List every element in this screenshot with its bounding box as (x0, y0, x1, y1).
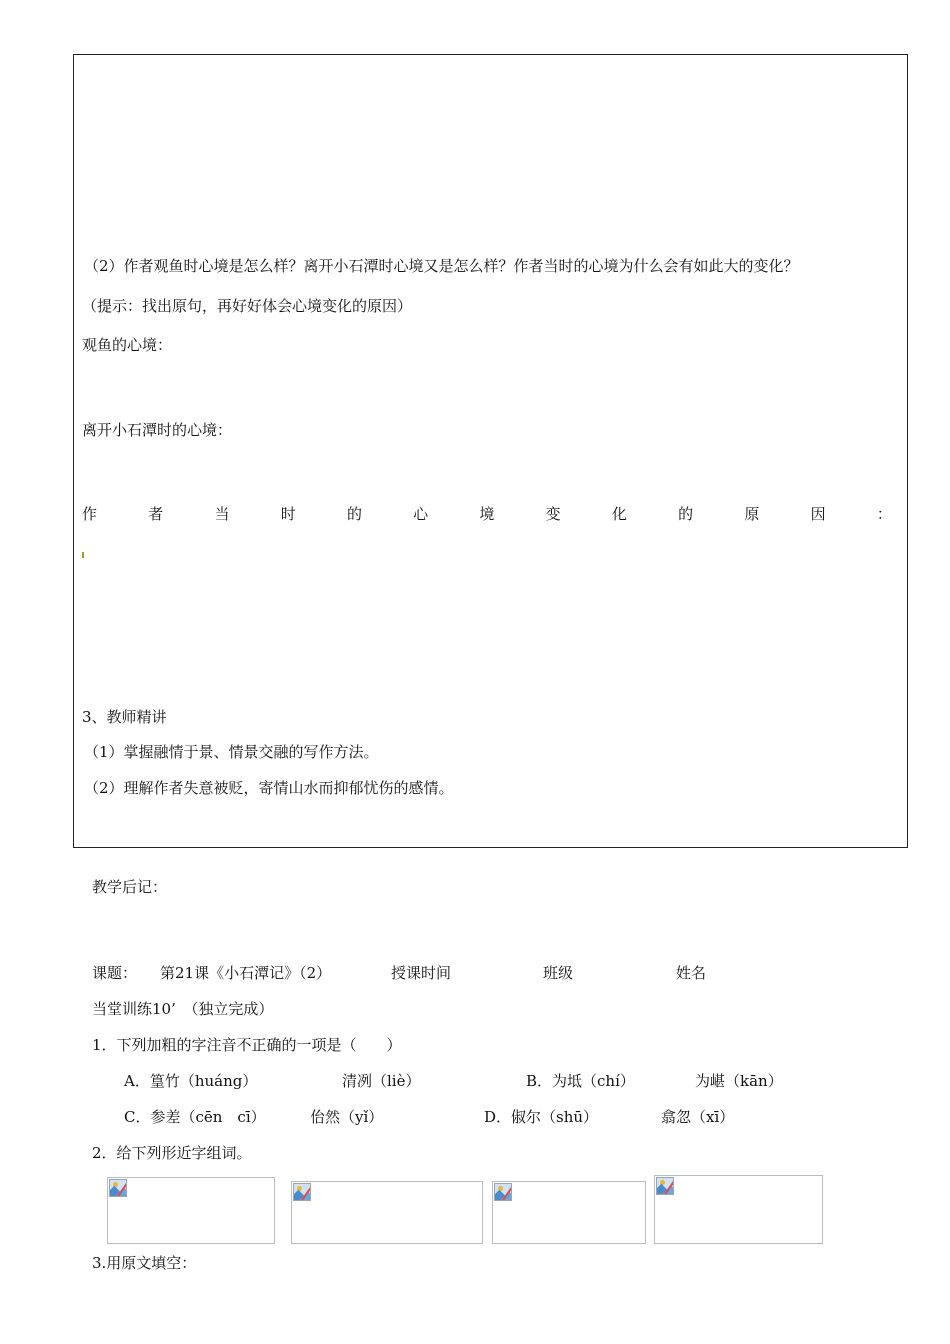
option-d-first: D．俶尔（shū） (484, 1108, 599, 1126)
broken-image-icon (494, 1183, 512, 1201)
option-a-first: A．篁竹（huáng） (124, 1072, 258, 1090)
broken-image-icon (656, 1177, 674, 1195)
image-placeholder (654, 1175, 823, 1244)
reason-char: 作 (82, 505, 98, 523)
question-2-text: （2）作者观鱼时心境是怎么样？离开小石潭时心境又是怎么样？作者当时的心境为什么会有如此大的变化？ (84, 257, 799, 275)
exercise-2-question: 2．给下列形近字组词。 (92, 1144, 252, 1162)
student-name-label: 姓名 (676, 964, 707, 982)
reason-char: 的 (678, 505, 694, 523)
teaching-point-2: （2）理解作者失意被贬，寄情山水而抑郁忧伤的感情。 (84, 779, 454, 797)
cursor-mark (82, 552, 84, 558)
class-label: 班级 (543, 964, 574, 982)
reason-char: 化 (611, 505, 627, 523)
teaching-postscript-label: 教学后记： (92, 878, 168, 896)
reason-char: 的 (346, 505, 362, 523)
option-b-first: B．为坻（chí） (526, 1072, 635, 1090)
option-c-first: C．参差（cēn cī） (124, 1108, 266, 1126)
teaching-point-1: （1）掌握融情于景、情景交融的写作方法。 (84, 743, 379, 761)
option-b-second: 为嵁（kān） (695, 1072, 783, 1090)
watch-fish-mood-label: 观鱼的心境： (82, 336, 173, 354)
broken-image-icon (293, 1183, 311, 1201)
reason-char: 时 (280, 505, 296, 523)
reason-char: 者 (148, 505, 164, 523)
image-placeholder (492, 1181, 646, 1244)
class-time-label: 授课时间 (391, 964, 452, 982)
reason-char: 变 (545, 505, 561, 523)
reason-char: 因 (810, 505, 826, 523)
reason-char: 境 (479, 505, 495, 523)
exercise-1-question: 1．下列加粗的字注音不正确的一项是（ ） (92, 1036, 402, 1054)
reason-char: 当 (214, 505, 230, 523)
reason-char: 原 (744, 505, 760, 523)
mood-change-reason-label (82, 507, 892, 522)
broken-image-icon (109, 1179, 127, 1197)
content-table-cell (73, 54, 908, 848)
reason-char: 心 (413, 505, 429, 523)
teacher-explanation-heading: 3、教师精讲 (82, 708, 167, 726)
practice-heading: 当堂训练10’ （独立完成） (92, 1000, 274, 1018)
exercise-3-question: 3.用原文填空： (92, 1254, 197, 1272)
reason-char: ： (876, 505, 892, 523)
image-placeholder (107, 1177, 275, 1244)
option-a-second: 清冽（liè） (342, 1072, 421, 1090)
leave-pond-mood-label: 离开小石潭时的心境： (82, 421, 233, 439)
topic-value: 第21课《小石潭记》（2） (160, 964, 332, 982)
option-c-second: 佁然（yǐ） (310, 1108, 384, 1126)
option-d-second: 翕忽（xī） (661, 1108, 735, 1126)
topic-label: 课题： (92, 964, 138, 982)
image-placeholder (291, 1181, 483, 1244)
hint-text: （提示：找出原句，再好好体会心境变化的原因） (82, 297, 413, 315)
